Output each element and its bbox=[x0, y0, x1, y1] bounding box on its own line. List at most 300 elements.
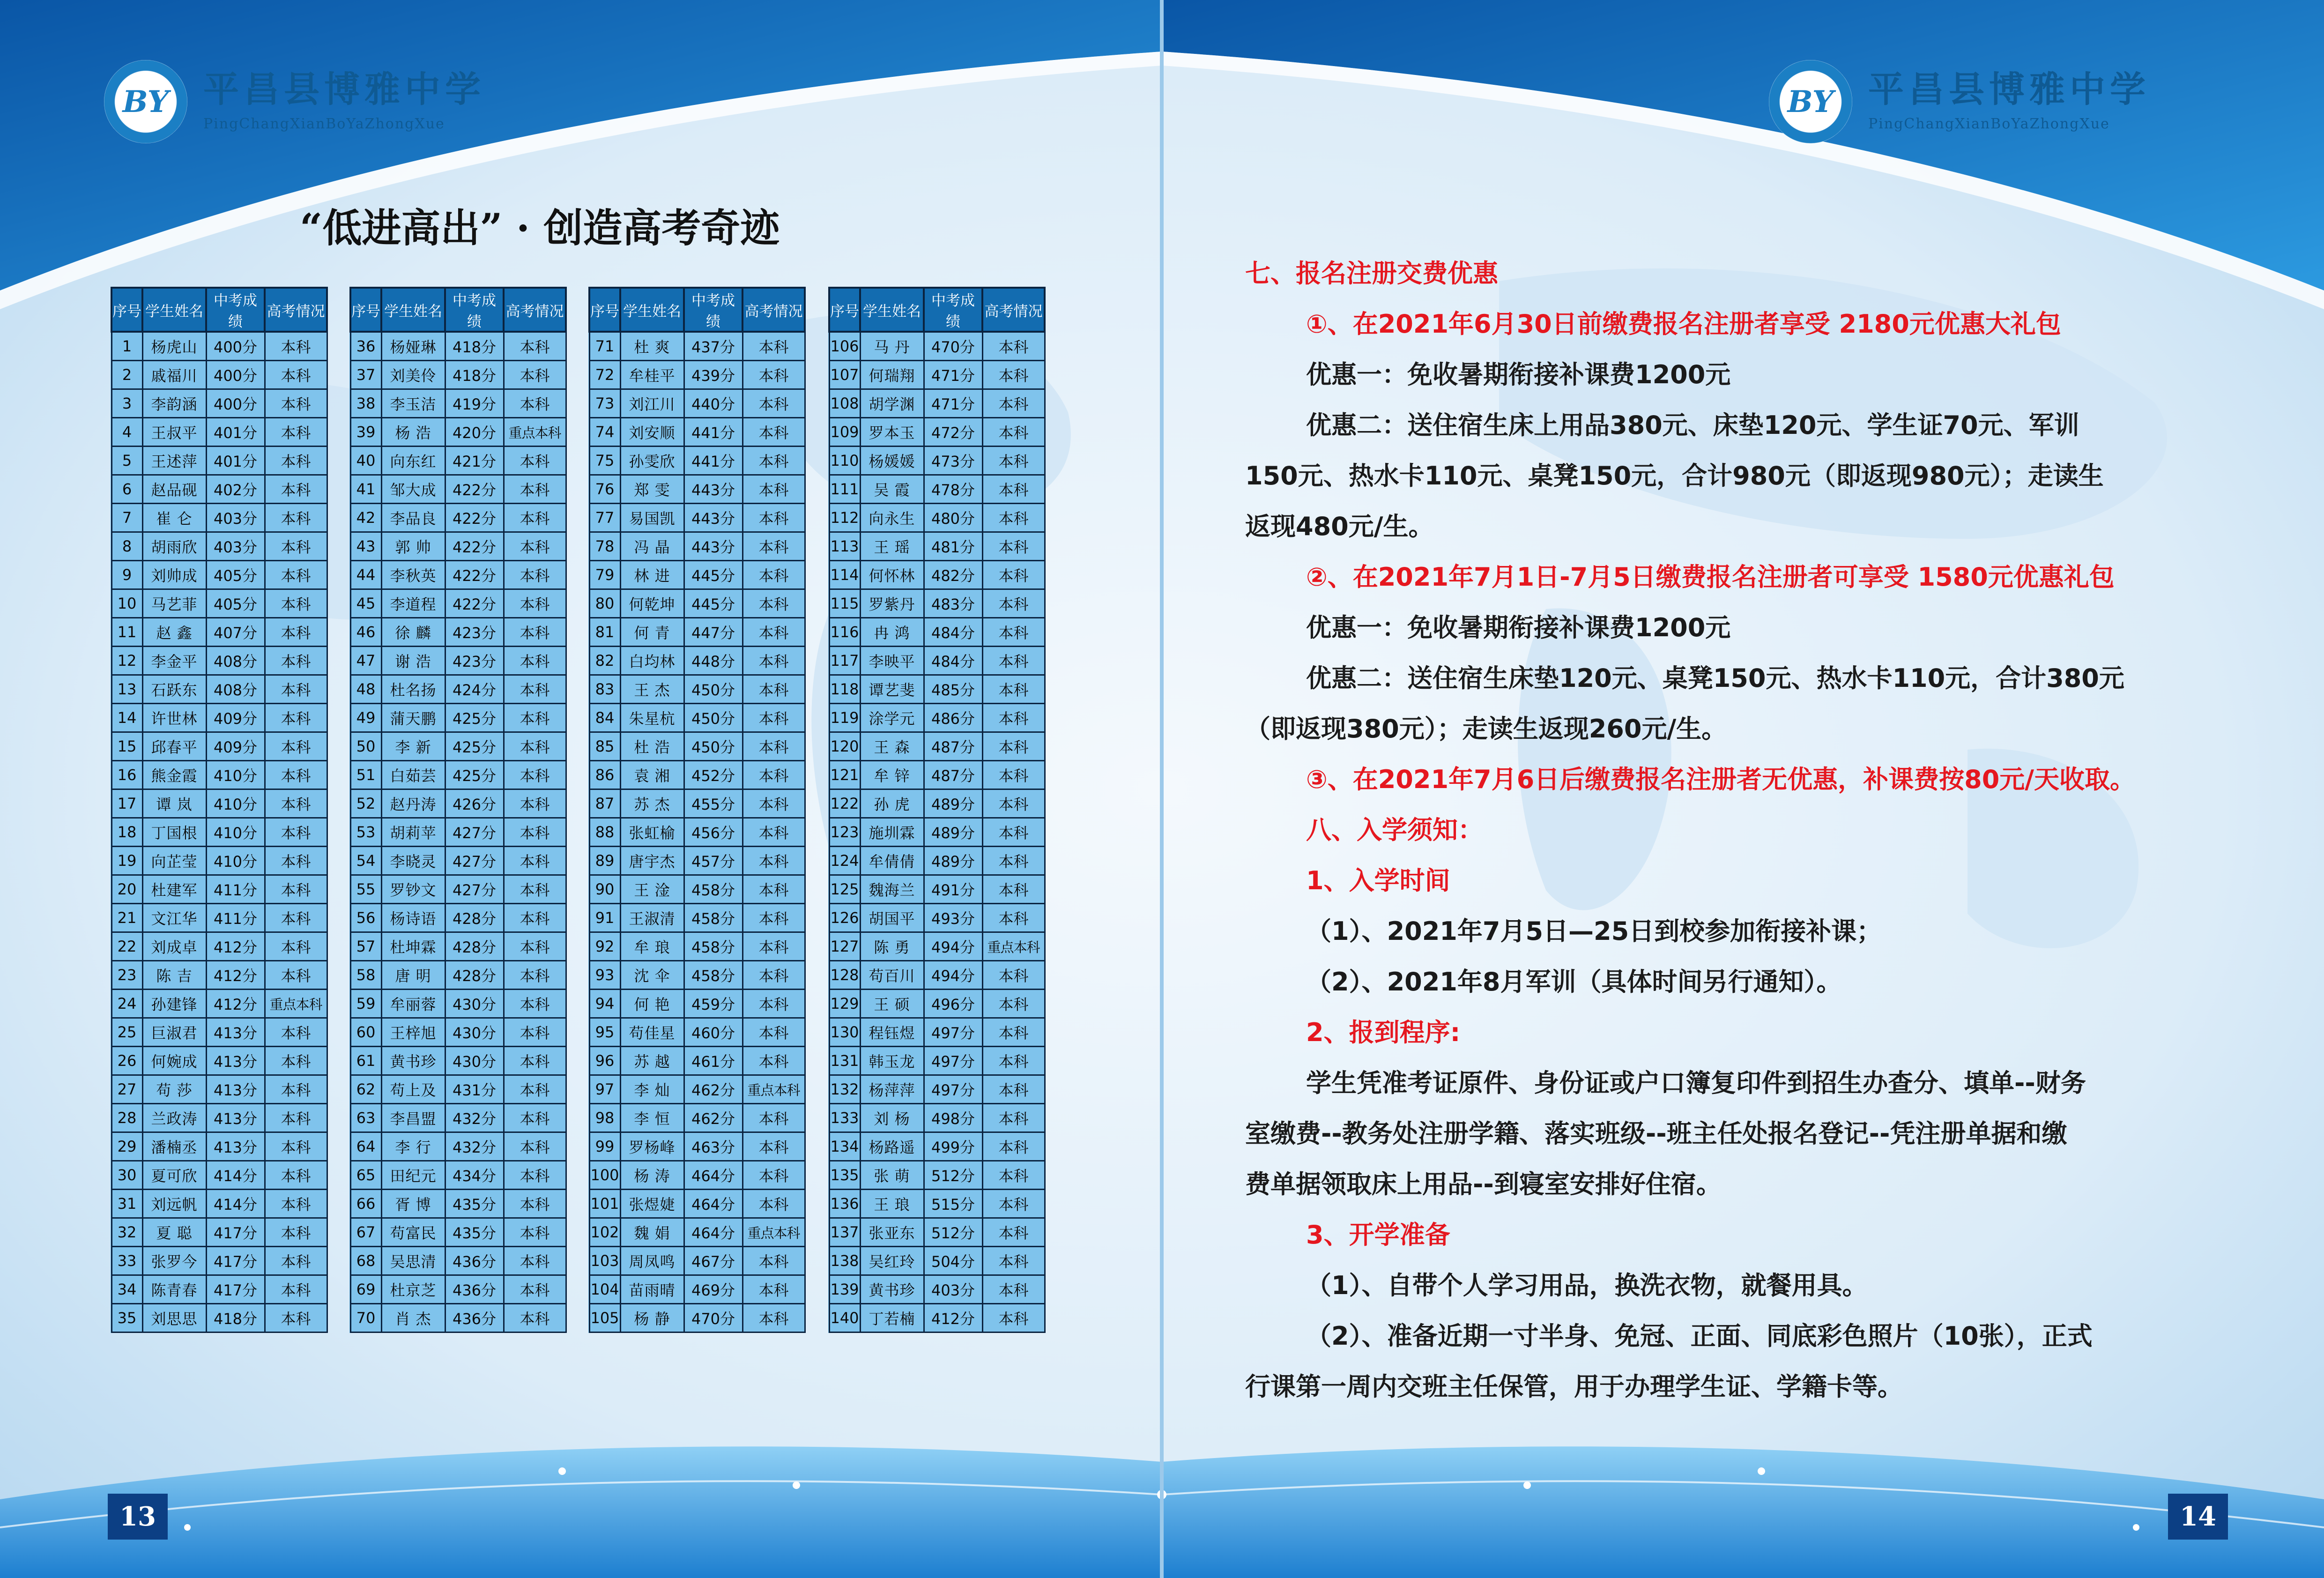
entry-score: 421分 bbox=[445, 447, 504, 475]
result: 本科 bbox=[742, 904, 805, 932]
entry-score: 459分 bbox=[684, 990, 742, 1018]
student-name: 郭 帅 bbox=[381, 532, 445, 561]
table-row bbox=[350, 875, 566, 904]
entry-score: 407分 bbox=[206, 618, 265, 647]
table-row bbox=[589, 332, 805, 361]
result: 本科 bbox=[742, 990, 805, 1018]
entry-score: 437分 bbox=[684, 332, 742, 361]
entry-score: 401分 bbox=[206, 418, 265, 447]
student-name: 李韵涵 bbox=[142, 389, 206, 418]
notice-line: 室缴费--教务处注册学籍、落实班级--班主任处报名登记--凭注册单据和缴 bbox=[1245, 1119, 2067, 1148]
entry-score: 455分 bbox=[684, 789, 742, 818]
row-index: 83 bbox=[589, 675, 620, 704]
column-header: 学生姓名 bbox=[142, 288, 206, 332]
table-row bbox=[350, 704, 566, 732]
entry-score: 470分 bbox=[924, 332, 982, 361]
row-index: 100 bbox=[589, 1161, 620, 1190]
result: 本科 bbox=[982, 704, 1045, 732]
result: 本科 bbox=[265, 1247, 327, 1275]
entry-score: 491分 bbox=[924, 875, 982, 904]
table-row bbox=[829, 504, 1045, 532]
entry-score: 431分 bbox=[445, 1075, 504, 1104]
entry-score: 418分 bbox=[206, 1304, 265, 1332]
table-row bbox=[589, 1075, 805, 1104]
student-name: 苟百川 bbox=[860, 961, 924, 990]
row-index: 40 bbox=[350, 447, 381, 475]
row-index: 125 bbox=[829, 875, 860, 904]
entry-score: 434分 bbox=[445, 1161, 504, 1190]
student-name: 王 瑶 bbox=[860, 532, 924, 561]
row-index: 76 bbox=[589, 475, 620, 504]
row-index: 41 bbox=[350, 475, 381, 504]
result: 本科 bbox=[504, 1018, 566, 1047]
notice-line: 八、入学须知： bbox=[1306, 815, 1483, 845]
table-row bbox=[589, 990, 805, 1018]
row-index: 56 bbox=[350, 904, 381, 932]
entry-score: 432分 bbox=[445, 1132, 504, 1161]
student-name: 李道程 bbox=[381, 589, 445, 618]
table-row bbox=[829, 675, 1045, 704]
entry-score: 443分 bbox=[684, 504, 742, 532]
row-index: 108 bbox=[829, 389, 860, 418]
table-row bbox=[829, 561, 1045, 589]
student-name: 陈 勇 bbox=[860, 932, 924, 961]
table-row bbox=[111, 732, 327, 761]
entry-score: 450分 bbox=[684, 704, 742, 732]
row-index: 91 bbox=[589, 904, 620, 932]
row-index: 68 bbox=[350, 1247, 381, 1275]
result: 本科 bbox=[742, 732, 805, 761]
row-index: 32 bbox=[111, 1218, 142, 1247]
entry-score: 414分 bbox=[206, 1190, 265, 1218]
result: 本科 bbox=[265, 1275, 327, 1304]
result: 本科 bbox=[265, 1132, 327, 1161]
row-index: 35 bbox=[111, 1304, 142, 1332]
student-name: 丁若楠 bbox=[860, 1304, 924, 1332]
result: 本科 bbox=[982, 904, 1045, 932]
row-index: 10 bbox=[111, 589, 142, 618]
result: 本科 bbox=[742, 1161, 805, 1190]
row-index: 99 bbox=[589, 1132, 620, 1161]
entry-score: 447分 bbox=[684, 618, 742, 647]
result: 本科 bbox=[504, 961, 566, 990]
student-name: 罗紫丹 bbox=[860, 589, 924, 618]
entry-score: 430分 bbox=[445, 1018, 504, 1047]
table-row bbox=[829, 1304, 1045, 1332]
result: 本科 bbox=[742, 561, 805, 589]
table-row bbox=[829, 1075, 1045, 1104]
table-row bbox=[589, 847, 805, 875]
result: 本科 bbox=[265, 532, 327, 561]
table-row bbox=[589, 818, 805, 847]
score-table bbox=[588, 287, 806, 1333]
result: 本科 bbox=[265, 1161, 327, 1190]
row-index: 48 bbox=[350, 675, 381, 704]
student-name: 兰政涛 bbox=[142, 1104, 206, 1132]
row-index: 85 bbox=[589, 732, 620, 761]
student-name: 王梓旭 bbox=[381, 1018, 445, 1047]
row-index: 94 bbox=[589, 990, 620, 1018]
entry-score: 422分 bbox=[445, 561, 504, 589]
row-index: 54 bbox=[350, 847, 381, 875]
row-index: 107 bbox=[829, 361, 860, 389]
row-index: 126 bbox=[829, 904, 860, 932]
result: 本科 bbox=[982, 1047, 1045, 1075]
table-row bbox=[829, 990, 1045, 1018]
student-name: 邱春平 bbox=[142, 732, 206, 761]
row-index: 58 bbox=[350, 961, 381, 990]
row-index: 117 bbox=[829, 647, 860, 675]
table-row bbox=[829, 1018, 1045, 1047]
entry-score: 486分 bbox=[924, 704, 982, 732]
student-name: 白均林 bbox=[620, 647, 684, 675]
student-name: 何瑞翔 bbox=[860, 361, 924, 389]
entry-score: 409分 bbox=[206, 704, 265, 732]
student-name: 谢 浩 bbox=[381, 647, 445, 675]
notice-line: 学生凭准考证原件、身份证或户口簿复印件到招生办查分、填单--财务 bbox=[1306, 1068, 2086, 1098]
student-name: 胡雨欣 bbox=[142, 532, 206, 561]
entry-score: 422分 bbox=[445, 475, 504, 504]
table-row bbox=[350, 818, 566, 847]
table-row bbox=[350, 1190, 566, 1218]
result: 本科 bbox=[265, 875, 327, 904]
entry-score: 436分 bbox=[445, 1275, 504, 1304]
table-row bbox=[111, 561, 327, 589]
table-row bbox=[829, 1218, 1045, 1247]
student-name: 王 淦 bbox=[620, 875, 684, 904]
table-row bbox=[829, 1047, 1045, 1075]
student-name: 施圳霖 bbox=[860, 818, 924, 847]
table-row bbox=[589, 1275, 805, 1304]
result: 本科 bbox=[742, 932, 805, 961]
table-row bbox=[350, 1075, 566, 1104]
table-row bbox=[829, 475, 1045, 504]
student-name: 何 青 bbox=[620, 618, 684, 647]
row-index: 20 bbox=[111, 875, 142, 904]
row-index: 61 bbox=[350, 1047, 381, 1075]
entry-score: 400分 bbox=[206, 332, 265, 361]
result: 本科 bbox=[742, 361, 805, 389]
table-row bbox=[350, 1104, 566, 1132]
table-row bbox=[829, 961, 1045, 990]
notice-line: （2）、准备近期一寸半身、免冠、正面、同底彩色照片（10张），正式 bbox=[1306, 1321, 2093, 1351]
notice-line: 七、报名注册交费优惠 bbox=[1245, 259, 1498, 288]
entry-score: 458分 bbox=[684, 932, 742, 961]
table-row bbox=[829, 904, 1045, 932]
student-name: 戚福川 bbox=[142, 361, 206, 389]
student-name: 苟佳星 bbox=[620, 1018, 684, 1047]
result: 本科 bbox=[742, 589, 805, 618]
entry-score: 473分 bbox=[924, 447, 982, 475]
row-index: 122 bbox=[829, 789, 860, 818]
row-index: 71 bbox=[589, 332, 620, 361]
result: 本科 bbox=[504, 1275, 566, 1304]
row-index: 45 bbox=[350, 589, 381, 618]
row-index: 135 bbox=[829, 1161, 860, 1190]
notice-line: 优惠二：送住宿生床垫120元、桌凳150元、热水卡110元，合计380元 bbox=[1306, 663, 2124, 693]
table-row bbox=[111, 1275, 327, 1304]
row-index: 118 bbox=[829, 675, 860, 704]
table-row bbox=[350, 789, 566, 818]
table-row bbox=[589, 875, 805, 904]
entry-score: 472分 bbox=[924, 418, 982, 447]
student-name: 林 进 bbox=[620, 561, 684, 589]
entry-score: 458分 bbox=[684, 904, 742, 932]
entry-score: 493分 bbox=[924, 904, 982, 932]
student-name: 何怀林 bbox=[860, 561, 924, 589]
row-index: 73 bbox=[589, 389, 620, 418]
student-name: 张 萌 bbox=[860, 1161, 924, 1190]
result: 本科 bbox=[265, 418, 327, 447]
table-row bbox=[589, 1161, 805, 1190]
row-index: 34 bbox=[111, 1275, 142, 1304]
student-name: 张罗今 bbox=[142, 1247, 206, 1275]
result: 本科 bbox=[982, 389, 1045, 418]
student-name: 向东红 bbox=[381, 447, 445, 475]
entry-score: 484分 bbox=[924, 618, 982, 647]
table-row bbox=[829, 1104, 1045, 1132]
result: 重点本科 bbox=[265, 990, 327, 1018]
entry-score: 494分 bbox=[924, 932, 982, 961]
result: 本科 bbox=[504, 1190, 566, 1218]
table-row bbox=[829, 418, 1045, 447]
row-index: 84 bbox=[589, 704, 620, 732]
result: 本科 bbox=[982, 1247, 1045, 1275]
table-row bbox=[111, 932, 327, 961]
row-index: 128 bbox=[829, 961, 860, 990]
row-index: 57 bbox=[350, 932, 381, 961]
table-row bbox=[829, 704, 1045, 732]
entry-score: 428分 bbox=[445, 904, 504, 932]
row-index: 17 bbox=[111, 789, 142, 818]
student-name: 杨路遥 bbox=[860, 1132, 924, 1161]
student-name: 丁国根 bbox=[142, 818, 206, 847]
row-index: 114 bbox=[829, 561, 860, 589]
entry-score: 417分 bbox=[206, 1247, 265, 1275]
table-row bbox=[829, 932, 1045, 961]
table-row bbox=[829, 818, 1045, 847]
row-index: 28 bbox=[111, 1104, 142, 1132]
entry-score: 401分 bbox=[206, 447, 265, 475]
student-name: 李 灿 bbox=[620, 1075, 684, 1104]
row-index: 46 bbox=[350, 618, 381, 647]
table-row bbox=[350, 1247, 566, 1275]
entry-score: 422分 bbox=[445, 532, 504, 561]
table-row bbox=[589, 675, 805, 704]
result: 本科 bbox=[504, 504, 566, 532]
student-name: 徐 麟 bbox=[381, 618, 445, 647]
notice-line: （1）、自带个人学习用品，换洗衣物，就餐用具。 bbox=[1306, 1271, 1868, 1300]
row-index: 101 bbox=[589, 1190, 620, 1218]
column-header: 序号 bbox=[350, 288, 381, 332]
notice-line: 返现480元/生。 bbox=[1245, 512, 1434, 541]
result: 本科 bbox=[504, 647, 566, 675]
row-index: 96 bbox=[589, 1047, 620, 1075]
student-name: 王 琅 bbox=[860, 1190, 924, 1218]
entry-score: 497分 bbox=[924, 1018, 982, 1047]
result: 本科 bbox=[982, 418, 1045, 447]
result: 本科 bbox=[265, 732, 327, 761]
result: 本科 bbox=[504, 1161, 566, 1190]
row-index: 47 bbox=[350, 647, 381, 675]
table-row bbox=[829, 589, 1045, 618]
column-header: 学生姓名 bbox=[620, 288, 684, 332]
entry-score: 499分 bbox=[924, 1132, 982, 1161]
table-row bbox=[350, 990, 566, 1018]
table-header-row bbox=[589, 288, 805, 332]
entry-score: 412分 bbox=[206, 961, 265, 990]
entry-score: 413分 bbox=[206, 1104, 265, 1132]
row-index: 106 bbox=[829, 332, 860, 361]
row-index: 53 bbox=[350, 818, 381, 847]
row-index: 23 bbox=[111, 961, 142, 990]
entry-score: 512分 bbox=[924, 1218, 982, 1247]
row-index: 2 bbox=[111, 361, 142, 389]
result: 本科 bbox=[504, 932, 566, 961]
result: 本科 bbox=[742, 675, 805, 704]
student-name: 韩玉龙 bbox=[860, 1047, 924, 1075]
student-name: 孙雯欣 bbox=[620, 447, 684, 475]
row-index: 115 bbox=[829, 589, 860, 618]
entry-score: 417分 bbox=[206, 1218, 265, 1247]
school-logo-right bbox=[1769, 60, 2150, 143]
result: 本科 bbox=[265, 704, 327, 732]
row-index: 119 bbox=[829, 704, 860, 732]
result: 本科 bbox=[265, 847, 327, 875]
notice-line: （1）、2021年7月5日—25日到校参加衔接补课； bbox=[1306, 916, 1882, 946]
result: 本科 bbox=[504, 475, 566, 504]
result: 本科 bbox=[982, 361, 1045, 389]
row-index: 49 bbox=[350, 704, 381, 732]
entry-score: 403分 bbox=[924, 1275, 982, 1304]
result: 本科 bbox=[982, 589, 1045, 618]
table-row bbox=[589, 504, 805, 532]
table-row bbox=[589, 647, 805, 675]
student-name: 王叔平 bbox=[142, 418, 206, 447]
student-name: 牟丽蓉 bbox=[381, 990, 445, 1018]
entry-score: 402分 bbox=[206, 475, 265, 504]
table-row bbox=[350, 1275, 566, 1304]
table-header-row bbox=[350, 288, 566, 332]
entry-score: 478分 bbox=[924, 475, 982, 504]
table-row bbox=[589, 732, 805, 761]
school-name-en: PingChangXianBoYaZhongXue bbox=[1868, 115, 2110, 132]
row-index: 140 bbox=[829, 1304, 860, 1332]
row-index: 97 bbox=[589, 1075, 620, 1104]
page-number-right: 14 bbox=[2168, 1494, 2228, 1540]
row-index: 37 bbox=[350, 361, 381, 389]
table-row bbox=[111, 361, 327, 389]
column-header: 高考情况 bbox=[742, 288, 805, 332]
table-row bbox=[350, 532, 566, 561]
table-row bbox=[111, 1018, 327, 1047]
row-index: 98 bbox=[589, 1104, 620, 1132]
table-row bbox=[111, 589, 327, 618]
entry-score: 443分 bbox=[684, 532, 742, 561]
result: 本科 bbox=[265, 618, 327, 647]
result: 本科 bbox=[265, 389, 327, 418]
result: 本科 bbox=[982, 990, 1045, 1018]
table-row bbox=[829, 532, 1045, 561]
result: 本科 bbox=[982, 475, 1045, 504]
student-name: 杜名扬 bbox=[381, 675, 445, 704]
row-index: 133 bbox=[829, 1104, 860, 1132]
row-index: 95 bbox=[589, 1018, 620, 1047]
student-name: 白茹芸 bbox=[381, 761, 445, 789]
row-index: 13 bbox=[111, 675, 142, 704]
student-name: 李 新 bbox=[381, 732, 445, 761]
entry-score: 413分 bbox=[206, 1018, 265, 1047]
result: 本科 bbox=[982, 675, 1045, 704]
row-index: 18 bbox=[111, 818, 142, 847]
table-row bbox=[111, 418, 327, 447]
entry-score: 489分 bbox=[924, 818, 982, 847]
table-row bbox=[350, 361, 566, 389]
result: 本科 bbox=[265, 504, 327, 532]
student-name: 何婉成 bbox=[142, 1047, 206, 1075]
row-index: 52 bbox=[350, 789, 381, 818]
result: 本科 bbox=[265, 789, 327, 818]
column-header: 中考成绩 bbox=[445, 288, 504, 332]
entry-score: 411分 bbox=[206, 904, 265, 932]
student-name: 谭艺斐 bbox=[860, 675, 924, 704]
table-row bbox=[111, 990, 327, 1018]
result: 本科 bbox=[265, 761, 327, 789]
result: 本科 bbox=[504, 789, 566, 818]
row-index: 25 bbox=[111, 1018, 142, 1047]
entry-score: 400分 bbox=[206, 389, 265, 418]
result: 本科 bbox=[265, 361, 327, 389]
result: 本科 bbox=[742, 389, 805, 418]
result: 本科 bbox=[982, 332, 1045, 361]
school-emblem-icon: BY bbox=[1769, 60, 1852, 143]
result: 本科 bbox=[982, 875, 1045, 904]
result: 本科 bbox=[265, 1104, 327, 1132]
student-name: 赵品砚 bbox=[142, 475, 206, 504]
entry-score: 458分 bbox=[684, 875, 742, 904]
student-name: 王 硕 bbox=[860, 990, 924, 1018]
row-index: 70 bbox=[350, 1304, 381, 1332]
student-name: 吴 霞 bbox=[860, 475, 924, 504]
table-row bbox=[350, 732, 566, 761]
entry-score: 425分 bbox=[445, 704, 504, 732]
row-index: 50 bbox=[350, 732, 381, 761]
row-index: 130 bbox=[829, 1018, 860, 1047]
row-index: 111 bbox=[829, 475, 860, 504]
result: 本科 bbox=[742, 847, 805, 875]
student-name: 向芷莹 bbox=[142, 847, 206, 875]
notice-line: ③、在2021年7月6日后缴费报名注册者无优惠，补课费按80元/天收取。 bbox=[1306, 765, 2136, 794]
result: 本科 bbox=[982, 761, 1045, 789]
table-row bbox=[589, 1190, 805, 1218]
column-header: 序号 bbox=[111, 288, 142, 332]
table-row bbox=[829, 847, 1045, 875]
entry-score: 461分 bbox=[684, 1047, 742, 1075]
entry-score: 428分 bbox=[445, 961, 504, 990]
student-name: 杜京芝 bbox=[381, 1275, 445, 1304]
student-name: 黄书珍 bbox=[860, 1275, 924, 1304]
table-row bbox=[111, 789, 327, 818]
result: 本科 bbox=[504, 332, 566, 361]
row-index: 120 bbox=[829, 732, 860, 761]
student-name: 牟 琅 bbox=[620, 932, 684, 961]
row-index: 11 bbox=[111, 618, 142, 647]
student-name: 张亚东 bbox=[860, 1218, 924, 1247]
row-index: 6 bbox=[111, 475, 142, 504]
result: 本科 bbox=[742, 418, 805, 447]
row-index: 82 bbox=[589, 647, 620, 675]
result: 本科 bbox=[742, 1304, 805, 1332]
